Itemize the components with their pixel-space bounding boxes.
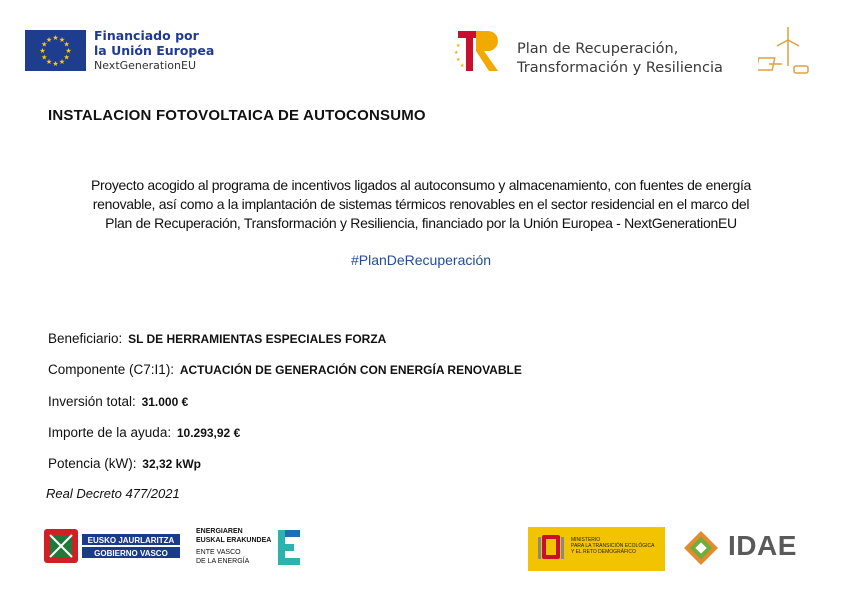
svg-text:★: ★ [52,60,59,68]
intro-line-1: Proyecto acogido al programa de incentivos ligados al autoconsumo y almacenamiento, con fuentes de energía [90,177,752,193]
hashtag: #PlanDeRecuperación [350,252,492,268]
potencia-row [48,456,201,471]
inversion-row [48,394,188,409]
svg-text:★: ★ [65,47,72,55]
gv-line-2: GOBIERNO VASCO [94,549,168,558]
intro-line-3: Plan de Recuperación, Transformación y Resiliencia, financiado por la Unión Europea - NextGenerationEU [105,215,737,231]
page-title: INSTALACION FOTOVOLTAICA DE AUTOCONSUMO [48,107,426,124]
plan-line-1: Plan de Recuperación, [517,41,679,57]
svg-text:★: ★ [58,35,66,44]
eu-line-1: Financiado por [94,28,199,43]
svg-text:★: ★ [45,58,53,67]
potencia-value: 32,32 kWp [142,457,201,471]
svg-text:★: ★ [454,50,459,56]
min-line-1: MINISTERIO [571,537,601,543]
eve-line-3: ENTE VASCO [196,549,241,556]
componente-value: ACTUACIÓN DE GENERACIÓN CON ENERGÍA RENOVABLE [179,363,522,377]
intro-line-2: renovable, así como a la implantación de sistemas térmicos renovables en el sector residencial en el marco del [92,196,750,212]
svg-text:★: ★ [52,34,59,42]
eu-flag-logo [25,30,86,71]
svg-text:★: ★ [456,57,461,63]
prtr-logo [452,27,504,75]
eve-line-1: ENERGIAREN [196,528,243,535]
svg-text:★: ★ [63,53,70,62]
inversion-label: Inversión total: [48,394,136,409]
svg-text:★: ★ [456,43,461,49]
eve-logo-icon [274,528,304,568]
gobierno-vasco-logo [42,525,184,567]
potencia-label: Potencia (kW): [48,456,137,471]
svg-text:★: ★ [41,40,48,49]
svg-text:★: ★ [45,35,53,44]
min-line-2: PARA LA TRANSICIÓN ECOLÓGICA [571,543,655,549]
wind-solar-icon [758,24,812,78]
idae-wordmark: IDAE [728,530,797,561]
svg-text:★: ★ [58,58,66,67]
beneficiario-label: Beneficiario: [48,331,123,346]
ministerio-text [571,537,654,555]
eve-line-2: EUSKAL ERAKUNDEA [196,536,272,544]
plan-line-2: Transformación y Resiliencia [517,60,723,76]
idae-logo-icon [679,526,723,570]
project-description [38,176,804,233]
svg-text:★: ★ [41,53,48,62]
importe-label: Importe de la ayuda: [48,425,172,440]
beneficiario-value: SL DE HERRAMIENTAS ESPECIALES FORZA [128,332,387,346]
svg-text:★: ★ [63,40,70,49]
inversion-value: 31.000 € [141,395,189,409]
plan-title [517,40,723,78]
gv-line-1: EUSKO JAURLARITZA [87,536,175,545]
componente-row [48,362,522,377]
min-line-3: Y EL RETO DEMOGRÁFICO [571,549,636,555]
importe-value: 10.293,92 € [176,426,241,440]
eu-line-3: NextGenerationEU [94,59,196,72]
importe-row [48,425,240,440]
eve-line-4: DE LA ENERGÍA [196,557,250,565]
beneficiario-row [48,331,386,346]
eu-stars-icon [25,30,86,71]
eu-line-2: la Unión Europea [94,43,215,58]
eu-funding-text [94,28,214,73]
decree-reference: Real Decreto 477/2021 [46,486,180,501]
eve-text [196,528,271,566]
componente-label: Componente (C7:I1): [48,362,175,377]
svg-text:★: ★ [39,47,46,55]
spain-shield-icon [528,527,572,571]
svg-text:★: ★ [460,63,465,69]
